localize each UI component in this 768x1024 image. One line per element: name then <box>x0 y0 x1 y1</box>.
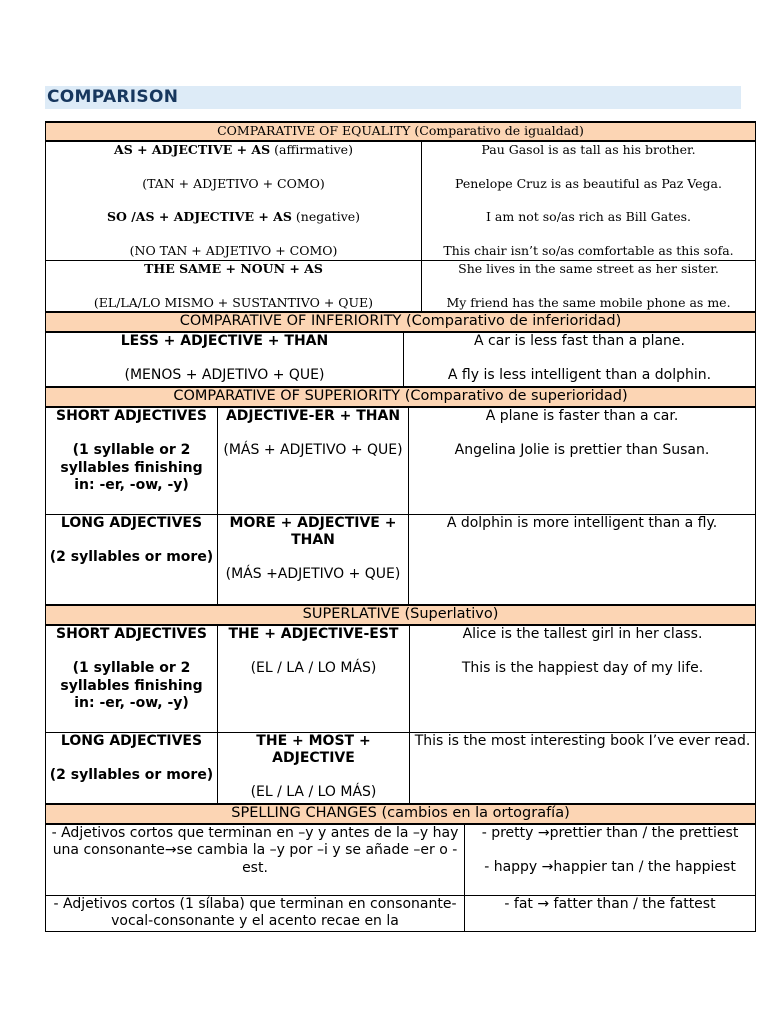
example-text: She lives in the same street as her sister. <box>458 261 719 277</box>
superlative-most-rule-es: (EL / LA / LO MÁS) <box>250 784 377 801</box>
same-as-structure-cell <box>46 261 422 313</box>
same-as-rule: THE SAME + NOUN + AS <box>144 261 323 277</box>
example-text: I am not so/as rich as Bill Gates. <box>486 209 691 225</box>
example-text: This is the happiest day of my life. <box>461 660 704 677</box>
equality-affirmative-rule: AS + ADJECTIVE + AS (affirmative) <box>114 141 353 157</box>
spelling-examples-y-cell <box>465 824 756 895</box>
example-text: This chair isn’t so/as comfortable as this sofa. <box>443 243 734 259</box>
example-text: Alice is the tallest girl in her class. <box>462 626 703 642</box>
spelling-examples-cvc-cell <box>465 895 756 931</box>
equality-structure-cell <box>46 141 422 261</box>
same-as-examples-cell <box>422 261 756 313</box>
comparative-more-rule-es: (MÁS +ADJETIVO + QUE) <box>225 566 401 583</box>
example-text: - pretty →prettier than / the prettiest <box>481 825 739 841</box>
superlative-short-examples-cell <box>410 625 756 732</box>
example-text: Penelope Cruz is as beautiful as Paz Vega. <box>455 175 722 191</box>
inferiority-structure-cell <box>46 332 404 386</box>
long-adjectives-label: LONG ADJECTIVES <box>60 732 203 749</box>
example-text: This is the most interesting book I’ve ever read. <box>414 732 751 749</box>
short-adjectives-note: (1 syllable or 2 syllables finishing in: -er, -ow, -y) <box>60 660 203 711</box>
superiority-header: COMPARATIVE OF SUPERIORITY (Comparativo de superioridad) <box>46 387 756 407</box>
comparative-more-rule: MORE + ADJECTIVE + THAN <box>229 514 397 548</box>
short-adjectives-label: SHORT ADJECTIVES <box>55 408 208 424</box>
inferiority-examples-cell <box>404 332 756 386</box>
example-text: - happy →happier tan / the happiest <box>484 859 736 876</box>
superlative-short-rule-cell <box>218 625 410 732</box>
comparative-er-rule: ADJECTIVE-ER + THAN <box>225 408 401 424</box>
spelling-rule-y-cell <box>46 824 465 895</box>
spelling-rule-cvc: - Adjetivos cortos (1 sílaba) que terminan en consonante-vocal-consonante y el acento recae en la <box>53 895 457 929</box>
superlative-most-rule: THE + MOST + ADJECTIVE <box>256 732 371 766</box>
spelling-rule-y: - Adjetivos cortos que terminan en –y y antes de la –y hay una consonante→se cambia la –y por –i y se añade –er o -est. <box>51 825 459 876</box>
example-text: My friend has the same mobile phone as me. <box>446 295 731 311</box>
example-text: A dolphin is more intelligent than a fly. <box>446 514 718 531</box>
inferiority-table <box>45 311 756 387</box>
long-adjectives-note: (2 syllables or more) <box>49 548 214 565</box>
example-text: Angelina Jolie is prettier than Susan. <box>454 442 710 459</box>
equality-affirmative-rule-es: (TAN + ADJETIVO + COMO) <box>142 175 325 191</box>
spelling-rule-cvc-cell <box>46 895 465 931</box>
spelling-header: SPELLING CHANGES (cambios en la ortografía) <box>46 804 756 824</box>
superiority-long-examples-cell <box>409 514 756 604</box>
example-text: Pau Gasol is as tall as his brother. <box>481 141 696 157</box>
superiority-long-rule-cell <box>218 514 409 604</box>
equality-examples-cell <box>422 141 756 261</box>
superiority-short-rule-cell <box>218 407 409 514</box>
superiority-short-examples-cell <box>409 407 756 514</box>
comparative-er-rule-es: (MÁS + ADJETIVO + QUE) <box>223 442 403 459</box>
equality-negative-rule: SO /AS + ADJECTIVE + AS (negative) <box>106 209 361 225</box>
page-title: COMPARISON <box>47 87 179 107</box>
example-text: A car is less fast than a plane. <box>473 333 685 349</box>
superlative-table <box>45 604 756 805</box>
superiority-long-label-cell <box>46 514 218 604</box>
equality-table <box>45 121 756 313</box>
superiority-table <box>45 386 756 605</box>
short-adjectives-note: (1 syllable or 2 syllables finishing in: -er, -ow, -y) <box>60 442 203 493</box>
same-as-rule-es: (EL/LA/LO MISMO + SUSTANTIVO + QUE) <box>93 295 374 311</box>
superlative-header: SUPERLATIVE (Superlativo) <box>46 605 756 625</box>
inferiority-header: COMPARATIVE OF INFERIORITY (Comparativo de inferioridad) <box>46 312 756 332</box>
spelling-table <box>45 803 756 932</box>
short-adjectives-label: SHORT ADJECTIVES <box>55 626 208 642</box>
equality-header: COMPARATIVE OF EQUALITY (Comparativo de igualdad) <box>46 122 756 141</box>
example-text: - fat → fatter than / the fattest <box>504 895 716 912</box>
inferiority-rule: LESS + ADJECTIVE + THAN <box>120 333 329 349</box>
superlative-long-label-cell <box>46 732 218 804</box>
superlative-short-label-cell <box>46 625 218 732</box>
equality-negative-rule-es: (NO TAN + ADJETIVO + COMO) <box>129 243 338 259</box>
long-adjectives-note: (2 syllables or more) <box>49 766 214 783</box>
long-adjectives-label: LONG ADJECTIVES <box>60 514 203 531</box>
superlative-long-examples-cell <box>410 732 756 804</box>
inferiority-rule-es: (MENOS + ADJETIVO + QUE) <box>124 367 325 384</box>
example-text: A fly is less intelligent than a dolphin. <box>447 367 712 384</box>
superiority-short-label-cell <box>46 407 218 514</box>
superlative-est-rule-es: (EL / LA / LO MÁS) <box>250 660 377 677</box>
superlative-long-rule-cell <box>218 732 410 804</box>
superlative-est-rule: THE + ADJECTIVE-EST <box>228 626 399 642</box>
example-text: A plane is faster than a car. <box>485 408 679 424</box>
